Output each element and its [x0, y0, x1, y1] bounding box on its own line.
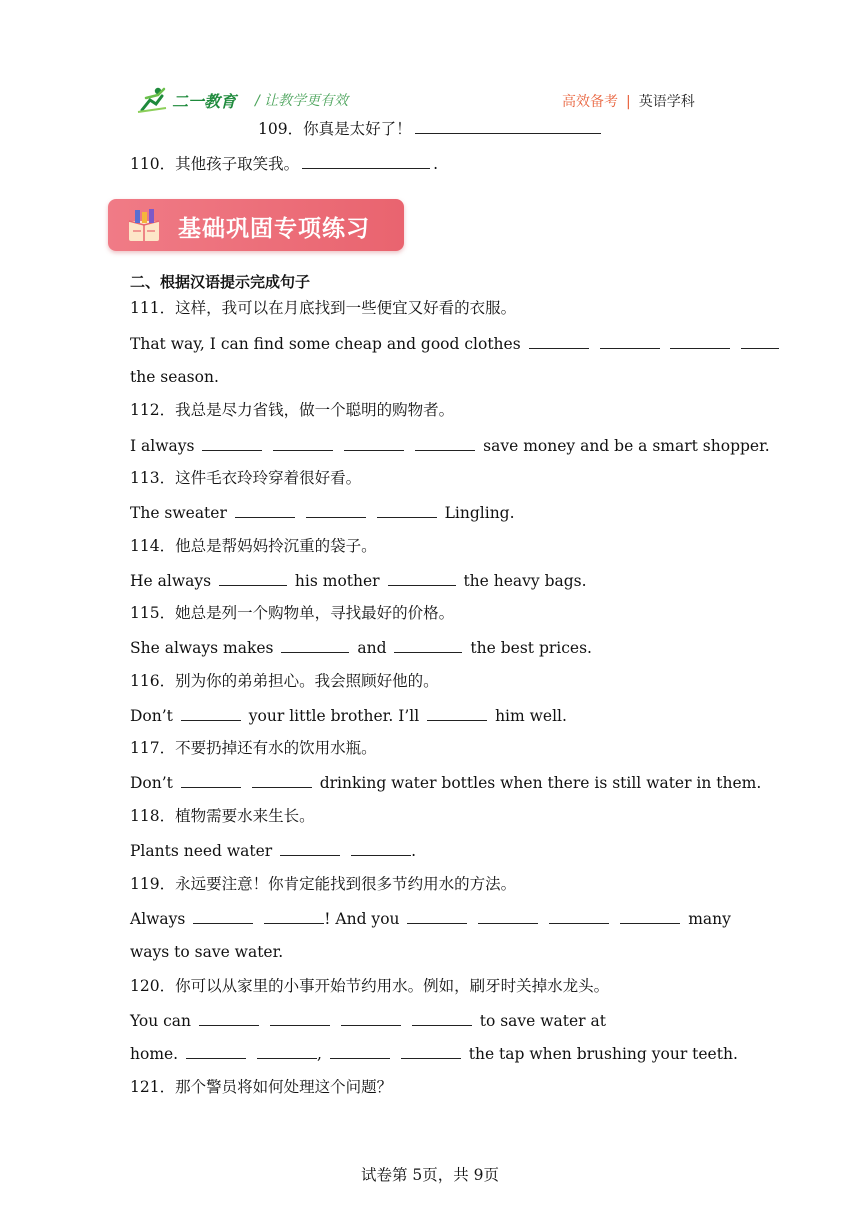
answer-blank [741, 333, 779, 349]
answer-blank [219, 570, 287, 586]
answer-blank [280, 840, 340, 856]
answer-blank [257, 1043, 317, 1059]
question-119-chinese: 119．永远要注意！你肯定能找到很多节约用水的方法。 [130, 875, 517, 893]
answer-blank [600, 333, 660, 349]
answer-blank [415, 435, 475, 451]
question-111-chinese: 111．这样，我可以在月底找到一些便宜又好看的衣服。 [130, 299, 517, 317]
answer-blank [549, 908, 609, 924]
answer-blank [181, 705, 241, 721]
question-120-chinese: 120．你可以从家里的小事开始节约用水。例如，刷牙时关掉水龙头。 [130, 977, 610, 995]
question-117-english: Don’t drinking water bottles when there is still water in them. [130, 774, 762, 792]
svg-text:二一教育: 二一教育 [172, 92, 237, 111]
answer-blank [427, 705, 487, 721]
question-117-chinese: 117．不要扔掉还有水的饮用水瓶。 [130, 739, 377, 757]
answer-blank [252, 772, 312, 788]
question-text: 其他孩子取笑我。 [175, 155, 300, 173]
header-tag-subject: 英语学科 [638, 94, 695, 110]
question-number: 110． [130, 155, 176, 173]
answer-blank [199, 1010, 259, 1026]
question-114-english: He always his mother the heavy bags. [130, 572, 587, 590]
answer-blank [193, 908, 253, 924]
question-118-chinese: 118．植物需要水来生长。 [130, 807, 315, 825]
question-number: 109． [258, 120, 304, 138]
answer-blank [529, 333, 589, 349]
question-121-chinese: 121．那个警员将如何处理这个问题？ [130, 1078, 393, 1096]
question-118-english: Plants need water . [130, 842, 417, 860]
answer-blank [351, 840, 411, 856]
question-120-english: You can to save water at [130, 1012, 606, 1030]
answer-blank [412, 1010, 472, 1026]
question-115-chinese: 115．她总是列一个购物单，寻找最好的价格。 [130, 604, 455, 622]
header-slogan: / 让教学更有效 [255, 93, 349, 109]
page-footer: 试卷第 5页，共 9页 [360, 1166, 500, 1184]
answer-blank [670, 333, 730, 349]
question-112-english: I always save money and be a smart shopper. [130, 437, 770, 455]
answer-blank [330, 1043, 390, 1059]
question-116-chinese: 116．别为你的弟弟担心。我会照顾好他的。 [130, 672, 439, 690]
header-separator: | [626, 94, 631, 110]
question-111-english-cont: the season. [130, 368, 219, 386]
answer-blank [401, 1043, 461, 1059]
running-man-logo-icon [138, 88, 166, 112]
answer-blank [281, 637, 349, 653]
answer-blank [394, 637, 462, 653]
question-114-chinese: 114．他总是帮妈妈拎沉重的袋子。 [130, 537, 377, 555]
answer-blank [478, 908, 538, 924]
question-119-english-cont: ways to save water. [130, 943, 284, 961]
banner-title: 基础巩固专项练习 [178, 216, 370, 242]
book-icon [126, 207, 162, 243]
answer-blank [270, 1010, 330, 1026]
question-text: 你真是太好了！ [303, 120, 412, 138]
header-subject [562, 91, 695, 111]
header-tag-prep: 高效备考 [562, 94, 618, 110]
question-113-chinese: 113．这件毛衣玲玲穿着很好看。 [130, 469, 362, 487]
answer-blank [341, 1010, 401, 1026]
section-heading: 二、根据汉语提示完成句子 [130, 273, 311, 291]
answer-blank [377, 502, 437, 518]
question-109 [258, 118, 604, 139]
answer-blank [407, 908, 467, 924]
answer-blank [415, 118, 601, 134]
answer-blank [235, 502, 295, 518]
answer-blank [388, 570, 456, 586]
answer-blank [202, 435, 262, 451]
answer-blank [620, 908, 680, 924]
question-111-english: That way, I can find some cheap and good clothes [130, 333, 782, 354]
answer-blank [273, 435, 333, 451]
answer-blank [181, 772, 241, 788]
question-120-english-cont: home. , the tap when brushing your teeth. [130, 1045, 738, 1063]
question-110: 110．其他孩子取笑我。 . [130, 155, 439, 173]
question-116-english: Don’t your little brother. I’ll him well. [130, 707, 567, 725]
answer-blank [302, 153, 430, 169]
question-115-english: She always makes and the best prices. [130, 639, 592, 657]
question-119-english: Always ! And you many [130, 910, 731, 928]
question-113-english: The sweater Lingling. [130, 504, 515, 522]
answer-blank [264, 908, 324, 924]
answer-blank [306, 502, 366, 518]
brand-logo [136, 86, 248, 114]
answer-blank [344, 435, 404, 451]
section-banner [108, 199, 404, 251]
question-112-chinese: 112．我总是尽力省钱，做一个聪明的购物者。 [130, 401, 455, 419]
answer-blank [186, 1043, 246, 1059]
